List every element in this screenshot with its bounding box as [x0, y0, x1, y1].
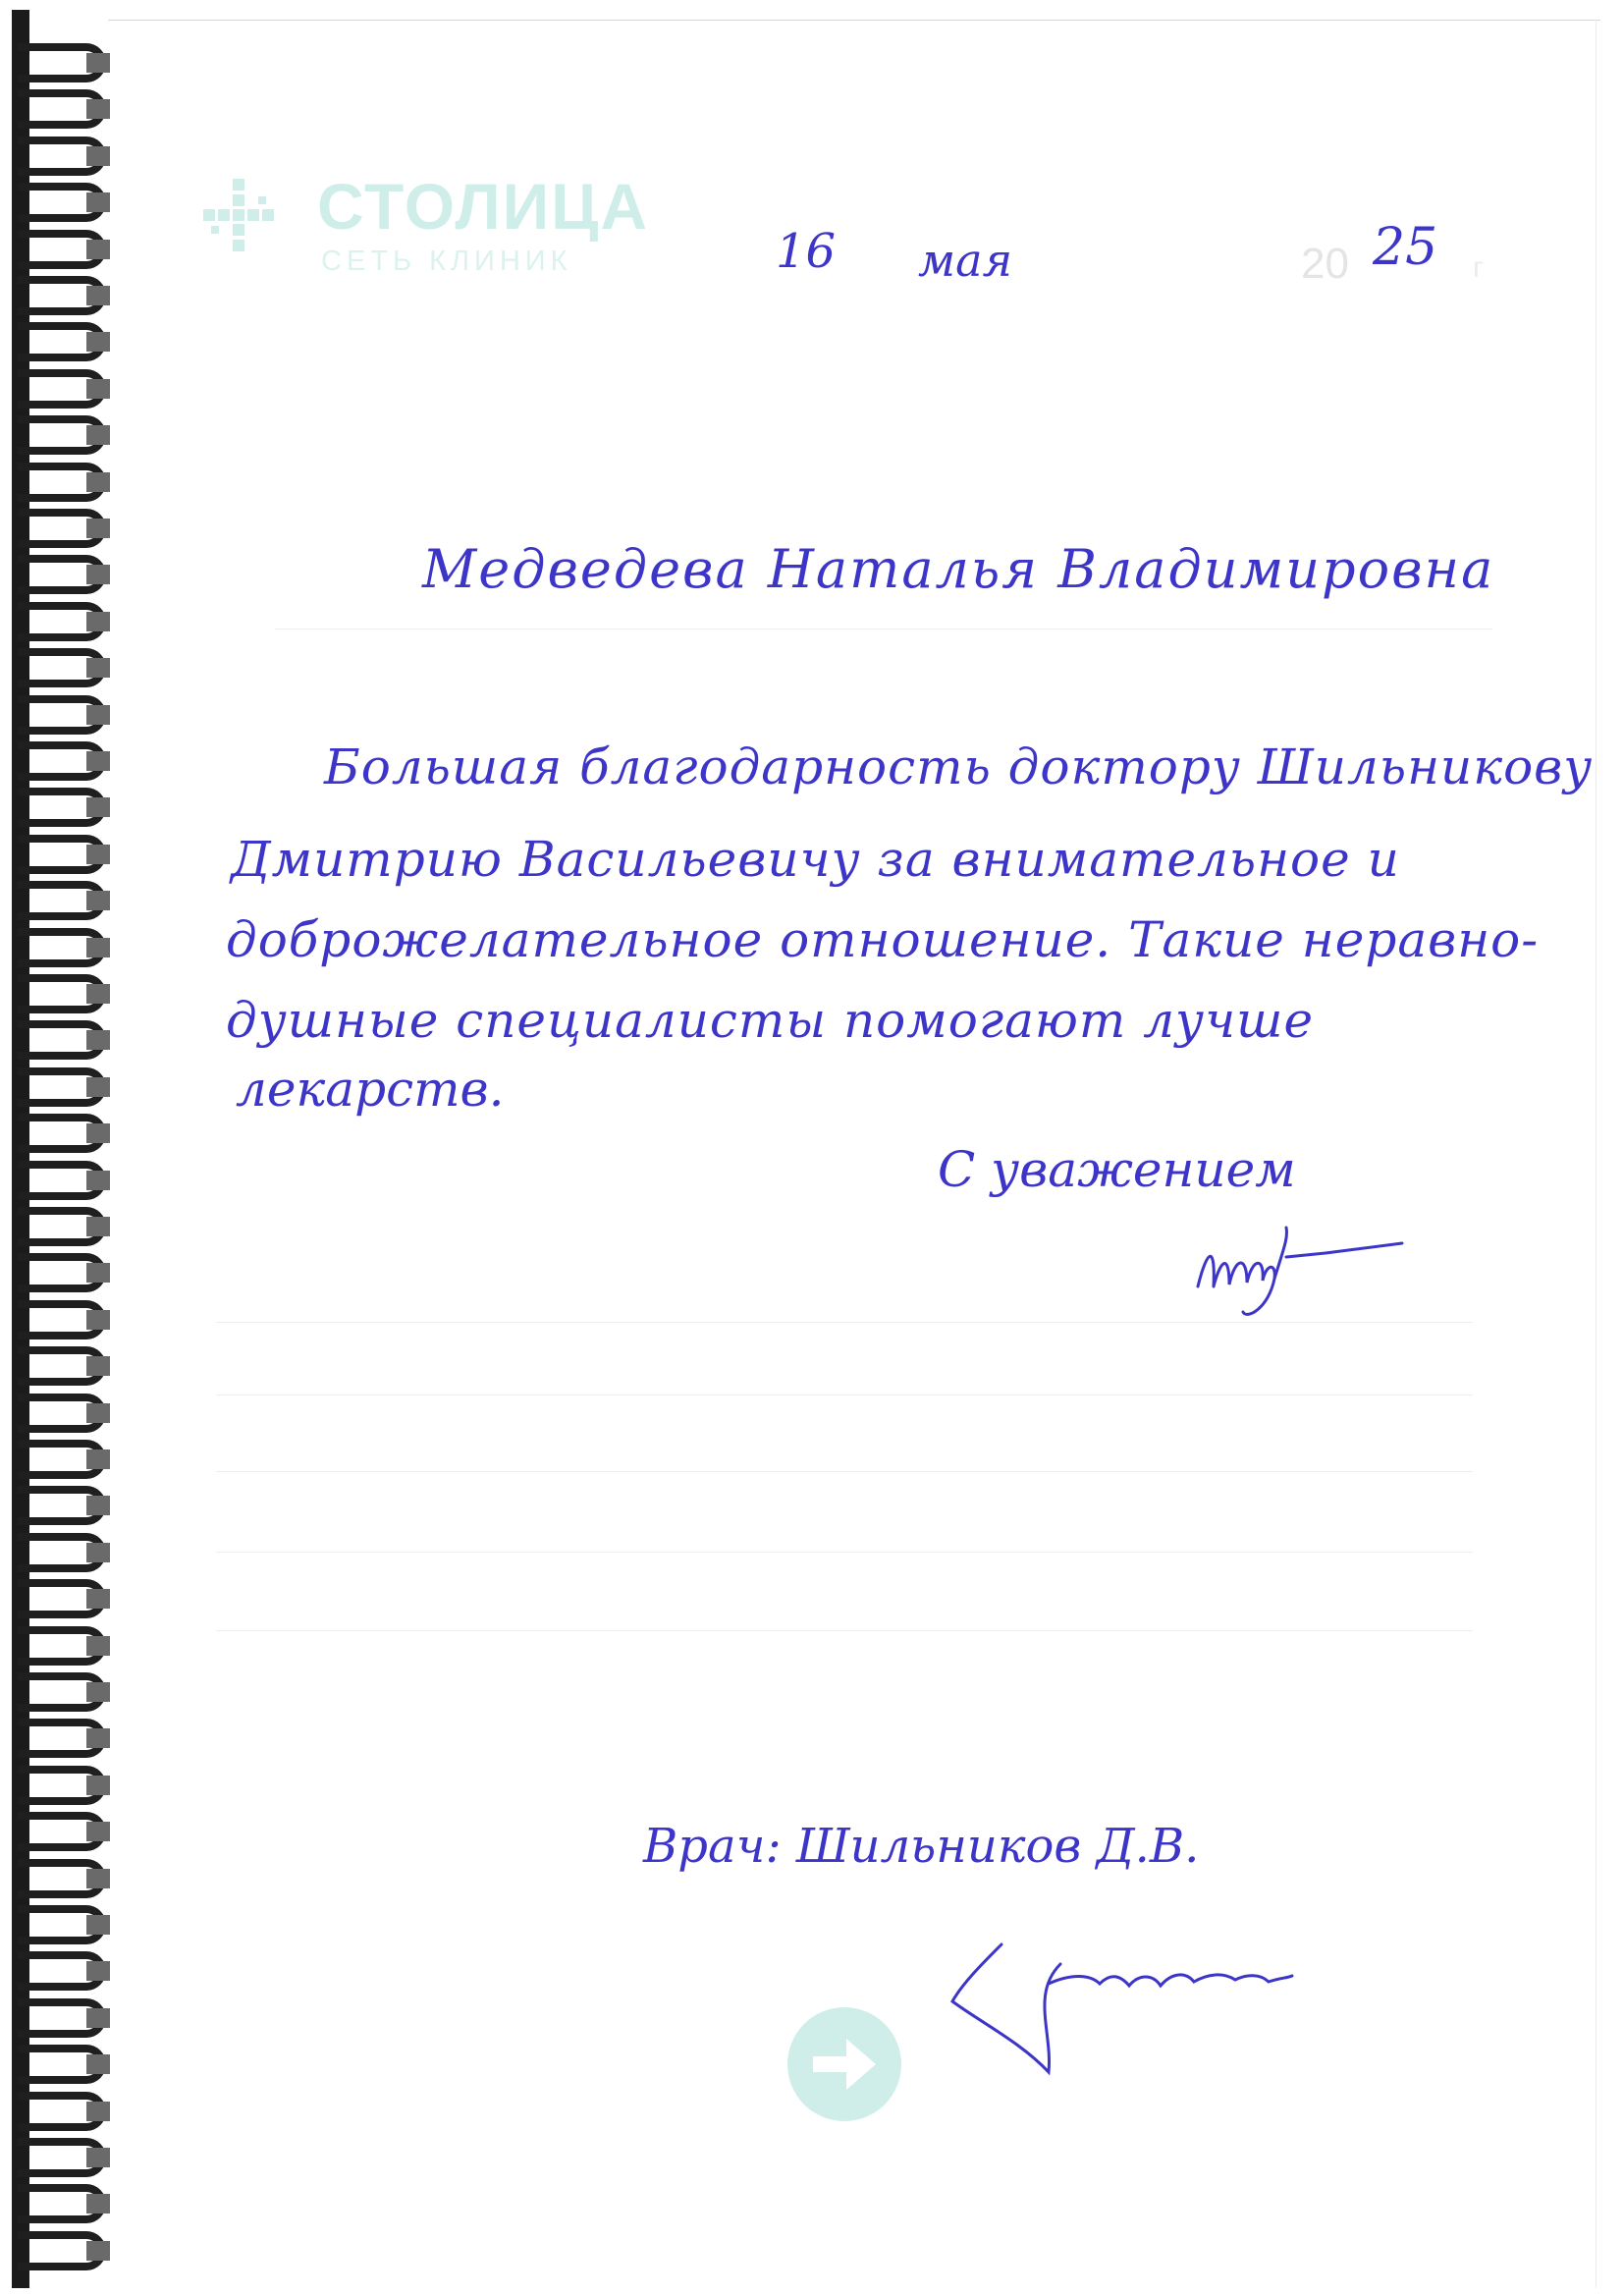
punch-hole	[86, 1449, 110, 1469]
binding-coil	[10, 551, 108, 602]
binding-coil	[10, 133, 108, 184]
binding-coil	[10, 1622, 108, 1673]
author-name: Медведева Наталья Владимировна	[422, 538, 1495, 600]
binding-coil	[10, 1390, 108, 1441]
page-top-edge	[108, 20, 1600, 21]
punch-hole	[86, 1543, 110, 1562]
punch-hole	[86, 332, 110, 352]
binding-coil	[10, 1249, 108, 1300]
letter-line-5: лекарств.	[236, 1061, 505, 1118]
punch-hole	[86, 192, 110, 212]
punch-hole	[86, 2102, 110, 2121]
binding-coil	[10, 738, 108, 789]
binding-coil	[10, 179, 108, 230]
binding-coil	[10, 226, 108, 277]
punch-hole	[86, 2194, 110, 2214]
punch-hole	[86, 1310, 110, 1330]
punch-hole	[86, 1171, 110, 1190]
punch-hole	[86, 379, 110, 399]
punch-hole	[86, 612, 110, 631]
punch-hole	[86, 146, 110, 166]
punch-hole	[86, 99, 110, 119]
feedback-page: СТОЛИЦА СЕТЬ КЛИНИК 16 мая 20 25 г Медведева Наталья Владимировна Большая благодарность доктору Шильникову Дмитрию Васильевичу за внимательное и доброжелательное отношение. Такие неравно- душные специалисты помогают лучше лекарств. С уважением Врач: Шильников Д.В.	[0, 0, 1623, 2296]
letter-line-1: Большая благодарность доктору Шильникову	[324, 738, 1594, 795]
punch-hole	[86, 425, 110, 445]
binding-coil	[10, 877, 108, 928]
punch-hole	[86, 984, 110, 1004]
binding-coil	[10, 1668, 108, 1720]
punch-hole	[86, 2008, 110, 2028]
binding-coil	[10, 1110, 108, 1161]
punch-hole	[86, 1776, 110, 1795]
punch-hole	[86, 519, 110, 538]
punch-hole	[86, 1682, 110, 1702]
binding-coil	[10, 1995, 108, 2046]
doctor-line: Врач: Шильников Д.В.	[643, 1819, 1200, 1874]
punch-hole	[86, 1961, 110, 1981]
binding-coil	[10, 1575, 108, 1626]
binding-coil	[10, 2180, 108, 2231]
punch-hole	[86, 565, 110, 584]
binding-coil	[10, 1715, 108, 1766]
punch-hole	[86, 705, 110, 725]
punch-hole	[86, 2148, 110, 2167]
binding-coil	[10, 411, 108, 463]
binding-coil	[10, 1157, 108, 1208]
punch-hole	[86, 1728, 110, 1748]
binding-coil	[10, 1064, 108, 1115]
letter-line-2: Дмитрию Васильевичу за внимательное и	[231, 831, 1400, 888]
binding-coil	[10, 1855, 108, 1906]
punch-hole	[86, 891, 110, 910]
punch-hole	[86, 1263, 110, 1283]
punch-hole	[86, 2241, 110, 2261]
punch-hole	[86, 845, 110, 864]
admin-signature	[943, 1925, 1355, 2082]
binding-coil	[10, 2088, 108, 2139]
binding-coil	[10, 924, 108, 975]
punch-hole	[86, 1915, 110, 1935]
punch-hole	[86, 2054, 110, 2074]
clinic-subtitle: СЕТЬ КЛИНИК	[321, 246, 572, 277]
binding-coil	[10, 1901, 108, 1952]
punch-hole	[86, 1636, 110, 1656]
binding-coil	[10, 1808, 108, 1859]
binding-coil	[10, 1762, 108, 1813]
binding-coil	[10, 1342, 108, 1394]
binding-coil	[10, 505, 108, 556]
date-day: 16	[776, 224, 837, 279]
binding-coil	[10, 2041, 108, 2092]
spiral-binding	[0, 0, 118, 2296]
binding-coil	[10, 272, 108, 323]
author-signature	[1178, 1218, 1404, 1326]
punch-hole	[86, 1822, 110, 1841]
binding-coil	[10, 1529, 108, 1580]
punch-hole	[86, 1869, 110, 1888]
punch-hole	[86, 286, 110, 305]
punch-hole	[86, 472, 110, 492]
date-month: мая	[918, 234, 1013, 287]
binding-coil	[10, 459, 108, 510]
punch-hole	[86, 240, 110, 259]
binding-coil	[10, 970, 108, 1021]
binding-coil	[10, 39, 108, 90]
punch-hole	[86, 1589, 110, 1609]
punch-hole	[86, 797, 110, 817]
closing-phrase: С уважением	[938, 1141, 1296, 1198]
clinic-logo	[201, 169, 653, 287]
punch-hole	[86, 1030, 110, 1050]
binding-coil	[10, 365, 108, 416]
punch-hole	[86, 1496, 110, 1515]
punch-hole	[86, 1077, 110, 1097]
binding-coil	[10, 1436, 108, 1487]
binding-coil	[10, 831, 108, 882]
letter-line-3: доброжелательное отношение. Такие неравно-	[226, 911, 1540, 968]
binding-coil	[10, 1296, 108, 1347]
letter-line-4: душные специалисты помогают лучше	[226, 992, 1315, 1049]
date-year-prefix: 20	[1301, 240, 1349, 288]
binding-coil	[10, 85, 108, 137]
binding-coil	[10, 1203, 108, 1254]
date-year-suffix: 25	[1373, 218, 1438, 277]
punch-hole	[86, 1403, 110, 1423]
binding-coil	[10, 318, 108, 369]
punch-hole	[86, 1356, 110, 1376]
punch-hole	[86, 751, 110, 771]
binding-coil	[10, 2134, 108, 2185]
binding-coil	[10, 1947, 108, 1998]
binding-coil	[10, 784, 108, 835]
punch-hole	[86, 658, 110, 678]
punch-hole	[86, 1123, 110, 1143]
punch-hole	[86, 938, 110, 957]
binding-coil	[10, 644, 108, 695]
binding-coil	[10, 691, 108, 742]
clinic-name: СТОЛИЦА	[317, 170, 650, 243]
punch-hole	[86, 1217, 110, 1236]
punch-hole	[86, 53, 110, 73]
clinic-cross-icon	[201, 177, 280, 255]
binding-coil	[10, 1482, 108, 1533]
binding-coil	[10, 598, 108, 649]
binding-coil	[10, 1016, 108, 1067]
binding-coil	[10, 2227, 108, 2278]
arrow-right-icon	[785, 2005, 903, 2123]
